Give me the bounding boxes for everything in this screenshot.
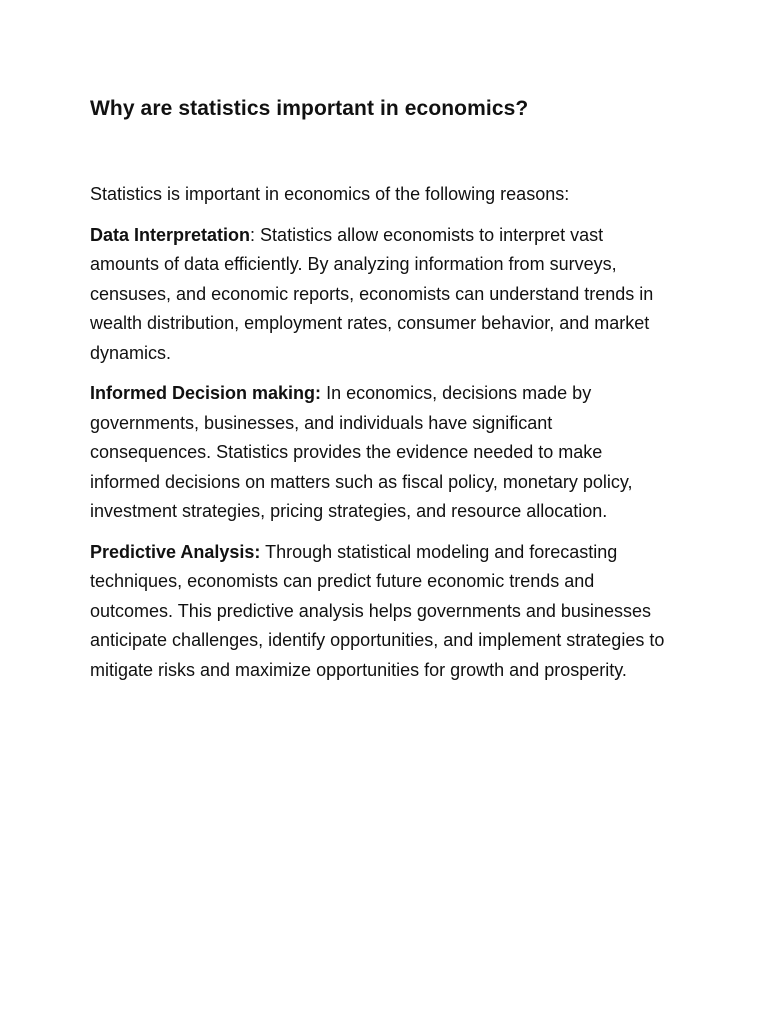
section-text: In economics, decisions made by governments, businesses, and individuals have significant consequences. Statistics provides the evidence needed to make informed decisions on matters such as fiscal policy, monetary policy, investment strategies, pricing strategies, and resource allocation.	[90, 383, 633, 521]
section-predictive-analysis	[90, 538, 675, 686]
document-content	[90, 92, 675, 685]
section-text: Through statistical modeling and forecasting techniques, economists can predict future economic trends and outcomes. This predictive analysis helps governments and businesses anticipate challenges, identify opportunities, and implement strategies to mitigate risks and maximize opportunities for growth and prosperity.	[90, 541, 665, 680]
section-text: Statistics allow economists to interpret vast amounts of data efficiently. By analyzing information from surveys, censuses, and economic reports, economists can understand trends in wealth distribution, employment rates, consumer behavior, and market dynamics.	[90, 224, 654, 363]
intro-paragraph: Statistics is important in economics of the following reasons:	[90, 184, 570, 204]
section-term: Data Interpretation	[90, 224, 251, 245]
section-term: Predictive Analysis:	[90, 541, 261, 562]
section-term: Informed Decision making:	[90, 383, 322, 403]
section-data-interpretation	[90, 221, 675, 369]
section-informed-decision-making	[90, 379, 675, 527]
page-title: Why are statistics important in economics?	[90, 97, 529, 120]
section-separator: :	[250, 224, 261, 245]
